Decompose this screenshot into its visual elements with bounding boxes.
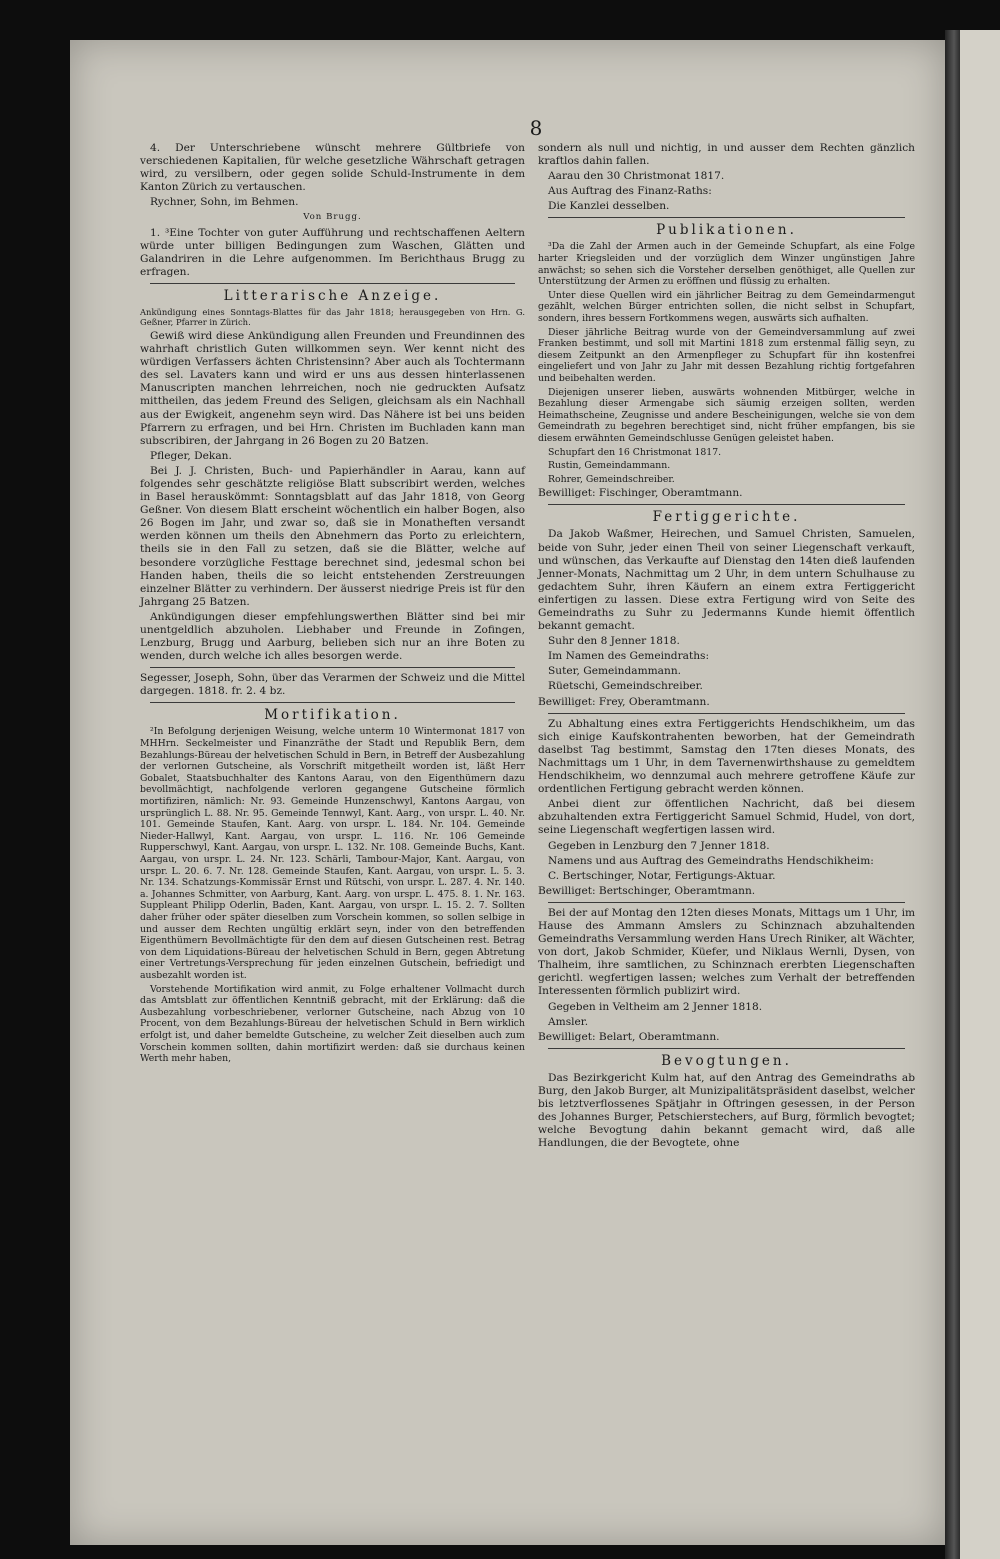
left-column — [140, 142, 525, 1067]
literary-signature: Pfleger, Dekan. — [150, 449, 232, 462]
publikation-paragraph-1: ³Da die Zahl der Armen auch in der Gemeinde Schupfart, als eine Folge harter Kriegsleiden und der vorzüglich dem Winzer ungünstigen Jahre anwächst; so sehen sich die Vorsteher derselben genöthiget, alle Quellen zur Unterstützung der Armen zu eröffnen und flüssig zu erhalten. — [538, 241, 915, 288]
mortification-body: ²In Befolgung derjenigen Weisung, welche unterm 10 Wintermonat 1817 von MHHrn. Seckelmeister und Finanzräthe der Stadt und Republik Bern, dem Bezahlungs-Büreau der helvetischen Schuld in Bern, in Betreff der Ausbezahlung der verlornen Gutscheine, als Vorschrift mitgetheilt worden ist, läßt Herr Gobalet, Staatsbuchhalter des Kantons Aarau, von den Eigenthümern dazu bevollmächtigt, nachfolgende verloren gegangene Gutscheine förmlich mortifiziren, nämlich: Nr. 93. Gemeinde Hunzenschwyl, Kantons Aargau, von ursprünglich L. 88. Nr. 95. Gemeinde Tennwyl, Kant. Aarg., von urspr. L. 40. Nr. 101. Gemeinde Staufen, Kant. Aarg. von urspr. L. 184. Nr. 104. Gemeinde Nieder-Hallwyl, Kant. Aargau, von urspr. L. 116. Nr. 106 Gemeinde Rupperschwyl, Kant. Aargau, von urspr. L. 132. Nr. 108. Gemeinde Buchs, Kant. Aargau, von urspr. L. 24. Nr. 123. Schärli, Tambour-Major, Kant. Aargau, von urspr. L. 20. 6. 7. Nr. 128. Gemeinde Staufen, Kant. Aargau, von urspr. L. 5. 3. Nr. 134. Schatzungs-Kommissär Ernst und Rütschi, von urspr. L. 287. 4. Nr. 140. a. Johannes Schmitter, von Aarburg, Kant. Aarg. von urspr. L. 475. 8. 1. Nr. 163. Suppleant Philipp Oderlin, Baden, Kant. Aargau, von urspr. L. 15. 2. 7. Sollten daher früher oder später dieselben zum Vorschein kommen, so sollen selbige in und ausser dem Rechten ungültig erklärt seyn, inder von den betreffenden Eigenthümern Bevollmächtigte für den dem auf diesen Gutscheinen rest. Betrag von dem Liquidations-Büreau der helvetischen Schuld in Bern, gegen Abtretung einer Vertretungs-Versprechung für jeden einzelnen Gutschein, befriedigt und ausbezahlt worden ist. — [140, 726, 525, 981]
divider — [548, 504, 905, 505]
book-price: fr. 2. 4 bz. — [231, 685, 286, 698]
notice-4: 4. Der Unterschriebene wünscht mehrere Gültbriefe von verschiedenen Kapitalien, für welche gesetzliche Währschaft getragen wird, zu versilbern, oder gegen solide Schuld-Instrumente in dem Kanton Zürich zu vertauschen. — [140, 142, 525, 194]
divider — [150, 283, 515, 284]
publikation-signature-1: Rustin, Gemeindammann. — [548, 460, 671, 472]
divider — [548, 1048, 905, 1049]
mortification-heading: Mortifikation. — [264, 707, 401, 724]
fertig-order-2: Namens und aus Auftrag des Gemeindraths Hendschikheim: — [548, 854, 874, 867]
christen-body-2: Ankündigungen dieser empfehlungswerthen Blätter sind bei mir unentgeldlich abzuholen. Liebhaber und Freunde in Zofingen, Lenzburg, Brugg und Aarburg, belieben sich nur an ihre Boten zu wenden, durch welche ich alles besorgen werde. — [140, 610, 525, 663]
fertig-paragraph-4: Bei der auf Montag den 12ten dieses Monats, Mittags um 1 Uhr, im Hause des Ammann Amslers zu Schinznach abzuhaltenden Gemeindraths Versammlung werden Hans Urech Riniker, alt Wächter, von dort, Jakob Schmider, Küefer, und Niklaus Wernli, Dysen, von Thalheim, ihre samtlichen, zu Schinznach ererbten Liegenschaften gerichtl. wegfertigen lassen; welches zum Verhalt der betreffenden Interessenten förmlich publizirt wird. — [538, 906, 915, 998]
fertig-paragraph-1: Da Jakob Waßmer, Heirechen, und Samuel Christen, Samuelen, beide von Suhr, jeder einen Theil von seiner Liegenschaft verkauft, und wünschen, das Verkaufte auf Dienstag den 14ten dieß laufenden Jenner-Monats, Nachmittag um 2 Uhr, in dem untern Schulhause zu gedachtem Suhr, ihren Käufern an einem extra Fertiggericht einfertigen zu lassen. Diese extra Fertigung wird von Seite des Gemeindraths zu Suhr zu Jedermanns Kunde hiemit öffentlich bekannt gemacht. — [538, 528, 915, 633]
fertig-paragraph-3: Anbei dient zur öffentlichen Nachricht, daß bei diesem abzuhaltenden extra Fertiggericht Samuel Schmid, Hudel, von dort, seine Liegenschaft wegfertigen lassen wird. — [538, 798, 915, 837]
next-page-edge — [960, 30, 1000, 1559]
notice-4-signature: Rychner, Sohn, im Behmen. — [150, 196, 299, 209]
book-entry — [140, 672, 525, 698]
bevogt-paragraph: Das Bezirkgericht Kulm hat, auf den Antrag des Gemeindraths ab Burg, den Jakob Burger, alt Munizipalitätspräsident daselbst, welcher bis letztverflossenes Spätjahr in Oftringen gesessen, in der Person des Johannes Burger, Petschierstechers, auf Burg, förmlich bevogtet; welche Bevogtung dahin bekannt gemacht wird, daß alle Handlungen, die der Bevogtete, ohne — [538, 1071, 915, 1150]
publikation-signature-2: Rohrer, Gemeindschreiber. — [548, 473, 675, 485]
notice-1: 1. ³Eine Tochter von guter Aufführung und rechtschaffenen Aeltern würde unter billigen Bedingungen zum Waschen, Glätten und Galandriren in die Lehre aufgenommen. Im Berichthaus Brugg zu erfragen. — [140, 226, 525, 278]
right-column — [538, 142, 915, 1152]
book-fold — [945, 30, 960, 1559]
page-number: 8 — [529, 116, 543, 140]
publikation-paragraph-4: Diejenigen unserer lieben, auswärts wohnenden Mitbürger, welche in Bezahlung dieser Armengabe sich säumig erzeigen sollten, werden Heimathscheine, Zeugnisse und andere Bescheinigungen, welche sie von dem Gemeindrath zu begehren berechtiget sind, nicht früher empfangen, bis sie diesem erwähnten Gemeindschlusse Genügen geleistet haben. — [538, 386, 915, 444]
fertiggerichte-heading: Fertiggerichte. — [652, 509, 801, 526]
fertig-signature-1a: Suter, Gemeindammann. — [548, 665, 682, 678]
fertig-paragraph-2: Zu Abhaltung eines extra Fertiggerichts Hendschikheim, um das sich einige Kaufskontrahenten beworben, hat der Gemeindrath daselbst Tag bestimmt, Samstag den 17ten dieses Monats, des Nachmittags um 1 Uhr, in dem Tavernenwirthshause zu gemeldtem Hendschikheim, wo dennzumal auch mehrere getroffene Käufe zur ordentlichen Fertigung gebracht werden können. — [538, 717, 915, 796]
fertig-date-3: Gegeben in Veltheim am 2 Jenner 1818. — [548, 1000, 763, 1013]
publikation-paragraph-3: Dieser jährliche Beitrag wurde von der Gemeindversammlung auf zwei Franken bestimmt, und soll mit Martini 1818 zum erstenmal fällig seyn, zu diesem Zeitpunkt an den Armenpfleger zu Schupfart für ihn kostenfrei eingeliefert und von Jahr zu Jahr mit dessen Bezahlung richtig fortgefahren und beibehalten werden. — [538, 326, 915, 384]
finanz-signature: Die Kanzlei desselben. — [548, 200, 670, 213]
bevogtungen-heading: Bevogtungen. — [661, 1052, 792, 1069]
fertig-date-1: Suhr den 8 Jenner 1818. — [548, 635, 680, 648]
fertig-approval-2: Bewilliget: Bertschinger, Oberamtmann. — [538, 884, 756, 897]
finanz-order: Aus Auftrag des Finanz-Raths: — [548, 185, 712, 198]
mortification-body-2: Vorstehende Mortifikation wird anmit, zu Folge erhaltener Vollmacht durch das Amtsblatt zur öffentlichen Kenntniß gebracht, mit der Erklärung: daß die Ausbezahlung vorbeschriebener, verlorner Gutscheine, nach Abzug von 10 Procent, von dem Bezahlungs-Büreau der helvetischen Schuld in Bern wirklich erfolgt ist, und daher bemeldte Gutscheine, zu welcher Zeit dieselben auch zum Vorschein kommen sollten, dahin mortifizirt werden: daß sie durchaus keinen Werth mehr haben, — [140, 983, 525, 1065]
divider — [150, 702, 515, 703]
christen-body: Bei J. J. Christen, Buch- und Papierhändler in Aarau, kann auf folgendes sehr geschätzte religiöse Blatt subscribirt werden, welches in Basel herauskömmt: Sonntagsblatt auf das Jahr 1818, von Georg Geßner. Von diesem Blatt erscheint wöchentlich ein halber Bogen, also 26 Bogen im Jahr, und zwar so, daß sie in Monatheften versandt werden können um theils den Abnehmern das Porto zu erleichtern, theils sie in den Fall zu setzen, daß sie die Blätter, welche auf besondere vorzügliche Festtage berechnet sind, jedesmal schon bei Handen haben, theils die so leicht entstehenden Zerstreuungen einzelner Blätter zu verhindern. Der äusserst niedrige Preis ist für den Jahrgang 25 Batzen. — [140, 464, 525, 608]
publikation-paragraph-2: Unter diese Quellen wird ein jährlicher Beitrag zu dem Gemeindarmengut gezählt, welchen Bürger entrichten sollen, die nicht selbst in Schupfart, sondern, ihres bessern Fortkommens wegen, auswärts sich aufhalten. — [538, 289, 915, 325]
fertig-date-2: Gegeben in Lenzburg den 7 Jenner 1818. — [548, 839, 770, 852]
publikation-approval: Bewilliget: Fischinger, Oberamtmann. — [538, 487, 743, 500]
literary-subtitle: Ankündigung eines Sonntags-Blattes für das Jahr 1818; herausgegeben von Hrn. G. Geßner, Pfarrer in Zürich. — [140, 306, 525, 328]
divider — [548, 902, 905, 903]
publikationen-heading: Publikationen. — [656, 222, 797, 239]
fertig-signature-3: Amsler. — [548, 1015, 589, 1028]
fertig-approval-1: Bewilliget: Frey, Oberamtmann. — [538, 695, 710, 708]
book-entry-text: Segesser, Joseph, Sohn, über das Verarmen der Schweiz und die Mittel dargegen. 1818. — [140, 672, 525, 698]
fertig-order-1: Im Namen des Gemeindraths: — [548, 650, 710, 663]
divider — [548, 217, 905, 218]
divider — [548, 713, 905, 714]
literary-heading: Litterarische Anzeige. — [223, 287, 442, 304]
aarau-date: Aarau den 30 Christmonat 1817. — [548, 170, 725, 183]
continuation-text: sondern als null und nichtig, in und ausser dem Rechten gänzlich kraftlos dahin fallen. — [538, 142, 915, 168]
from-brugg: Von Brugg. — [303, 212, 362, 223]
fertig-approval-3: Bewilliget: Belart, Oberamtmann. — [538, 1030, 720, 1043]
fertig-signature-1b: Rüetschi, Gemeindschreiber. — [548, 680, 703, 693]
publikation-date: Schupfart den 16 Christmonat 1817. — [548, 446, 722, 458]
divider — [150, 667, 515, 668]
fertig-signature-2: C. Bertschinger, Notar, Fertigungs-Aktuar. — [548, 869, 776, 882]
literary-body: Gewiß wird diese Ankündigung allen Freunden und Freundinnen des wahrhaft christlich Guten willkommen seyn. Wer kennt nicht des würdigen Verfassers ächten Christensinn? Aber auch als Tochtermann des sel. Lavaters kann und wird er uns aus dessen hinterlassenen Manuscripten manchen lehrreichen, noch nie gedruckten Aufsatz mittheilen, das jedem Freund des Seligen, gleichsam als ein Nachhall aus der Ewigkeit, angenehm seyn wird. Das Nähere ist bei uns beiden Pfarrern zu erfragen, und bei Hrn. Christen im Buchladen kann man subscribiren, der Jahrgang in 26 Bogen zu 20 Batzen. — [140, 329, 525, 447]
